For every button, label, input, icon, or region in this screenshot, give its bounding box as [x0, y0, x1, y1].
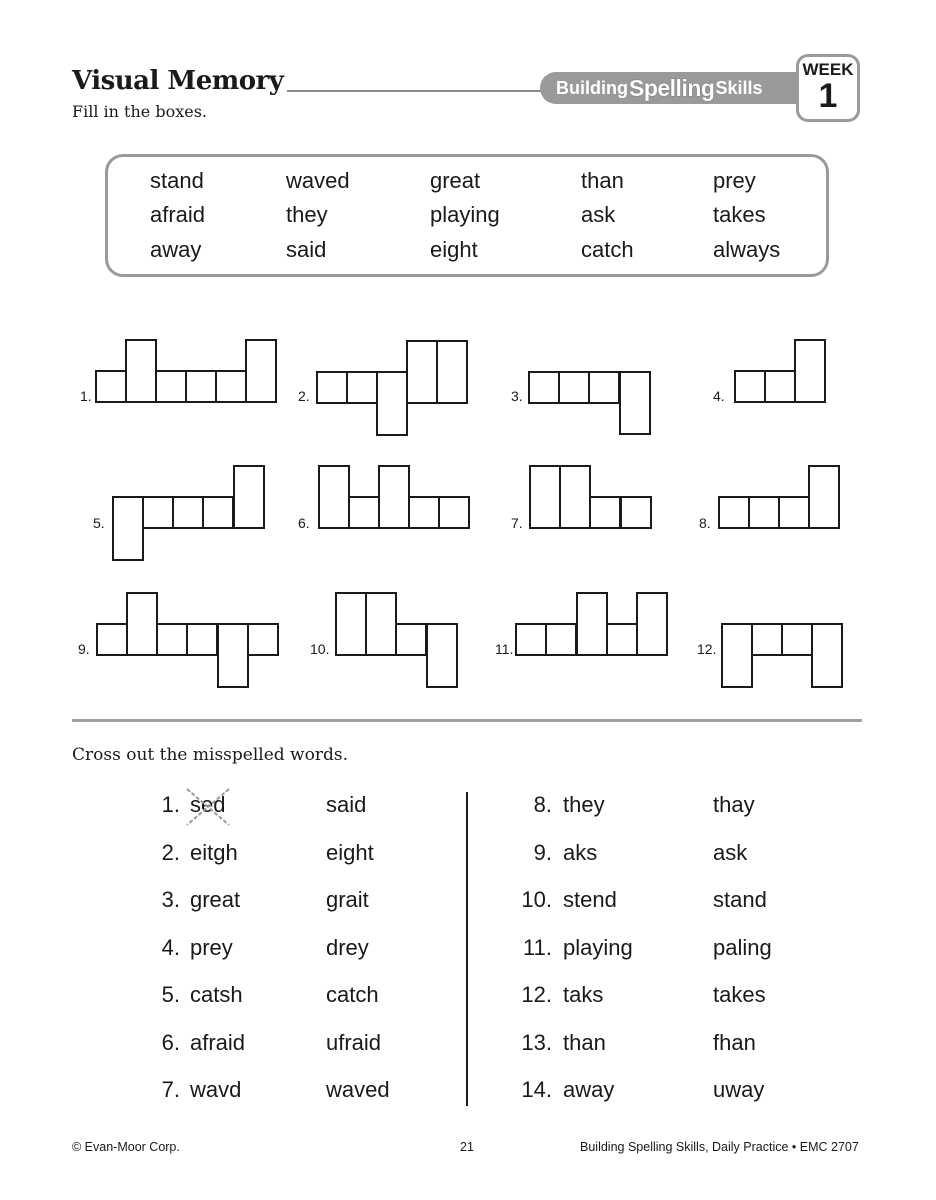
- letter-box[interactable]: [528, 371, 560, 404]
- letter-box[interactable]: [438, 496, 470, 529]
- letter-box[interactable]: [112, 496, 144, 561]
- word-choice-b[interactable]: fhan: [713, 1030, 756, 1055]
- letter-box[interactable]: [318, 465, 350, 529]
- word-choice-b[interactable]: said: [326, 792, 367, 817]
- puzzle-number: 8.: [699, 515, 711, 531]
- word-choice-b[interactable]: paling: [713, 935, 772, 960]
- word-choice-a[interactable]: afraid: [190, 1030, 246, 1055]
- letter-box[interactable]: [215, 370, 247, 403]
- letter-box[interactable]: [589, 496, 621, 529]
- item-number: 12.: [521, 982, 552, 1007]
- letter-box[interactable]: [576, 592, 608, 656]
- item-number: 2.: [161, 840, 180, 865]
- word-choice-a[interactable]: prey: [190, 935, 233, 960]
- word-choice-b[interactable]: eight: [326, 840, 374, 865]
- crossout-instruction: Cross out the misspelled words.: [72, 745, 348, 765]
- letter-box[interactable]: [636, 592, 668, 656]
- item-number: 9.: [533, 840, 552, 865]
- word-choice-a[interactable]: catsh: [190, 982, 243, 1007]
- letter-box[interactable]: [515, 623, 547, 656]
- letter-box[interactable]: [95, 370, 127, 403]
- word-choice-a[interactable]: aks: [563, 840, 598, 865]
- letter-box[interactable]: [794, 339, 826, 403]
- footer-copyright: © Evan-Moor Corp.: [72, 1140, 180, 1154]
- item-number: 1.: [161, 792, 180, 817]
- letter-box[interactable]: [781, 623, 813, 656]
- word-bank-word: eight: [430, 237, 478, 262]
- puzzle-number: 9.: [78, 641, 90, 657]
- letter-box[interactable]: [718, 496, 750, 529]
- letter-box[interactable]: [606, 623, 638, 656]
- letter-box[interactable]: [348, 496, 380, 529]
- puzzle-number: 5.: [93, 515, 105, 531]
- word-bank-word: said: [286, 237, 327, 262]
- letter-box[interactable]: [335, 592, 367, 656]
- cross-out-mark-icon: [184, 786, 232, 828]
- banner-part-spelling: Spelling: [628, 74, 715, 101]
- footer-publication: Building Spelling Skills, Daily Practice • EMC 2707: [580, 1140, 859, 1154]
- letter-box[interactable]: [778, 496, 810, 529]
- word-bank-word: always: [713, 237, 781, 262]
- puzzle-number: 10.: [310, 641, 330, 657]
- letter-box[interactable]: [588, 371, 620, 404]
- word-choice-a[interactable]: away: [563, 1077, 615, 1102]
- word-bank-word: great: [430, 168, 481, 193]
- puzzle-number: 3.: [511, 388, 523, 404]
- word-choice-a[interactable]: eitgh: [190, 840, 238, 865]
- letter-box[interactable]: [426, 623, 458, 688]
- word-bank-word: playing: [430, 202, 500, 227]
- letter-box[interactable]: [185, 370, 217, 403]
- letter-box[interactable]: [96, 623, 128, 656]
- word-bank-word: away: [150, 237, 202, 262]
- word-choice-b[interactable]: thay: [713, 792, 755, 817]
- puzzle-number: 1.: [80, 388, 92, 404]
- letter-box[interactable]: [558, 371, 590, 404]
- letter-box[interactable]: [811, 623, 843, 688]
- word-bank-word: afraid: [150, 202, 206, 227]
- item-number: 5.: [161, 982, 180, 1007]
- letter-box[interactable]: [233, 465, 265, 529]
- item-number: 4.: [161, 935, 180, 960]
- word-choice-b[interactable]: ask: [713, 840, 748, 865]
- word-choice-b[interactable]: grait: [326, 887, 369, 912]
- title-underline: [287, 90, 547, 92]
- week-badge: [796, 54, 860, 122]
- letter-box[interactable]: [202, 496, 234, 529]
- letter-box[interactable]: [559, 465, 591, 529]
- letter-box[interactable]: [620, 496, 652, 529]
- puzzle-number: 12.: [697, 641, 717, 657]
- word-choice-a[interactable]: taks: [563, 982, 604, 1007]
- item-number: 8.: [533, 792, 552, 817]
- fill-instruction: Fill in the boxes.: [72, 102, 207, 121]
- letter-box[interactable]: [378, 465, 410, 529]
- word-choice-b[interactable]: ufraid: [326, 1030, 382, 1055]
- word-bank-word: takes: [713, 202, 766, 227]
- word-choice-a[interactable]: than: [563, 1030, 606, 1055]
- puzzle-number: 7.: [511, 515, 523, 531]
- letter-box[interactable]: [376, 371, 408, 436]
- letter-box[interactable]: [156, 623, 188, 656]
- word-choice-b[interactable]: catch: [326, 982, 379, 1007]
- item-number: 7.: [161, 1077, 180, 1102]
- letter-box[interactable]: [217, 623, 249, 688]
- letter-box[interactable]: [247, 623, 279, 656]
- letter-box[interactable]: [619, 371, 651, 435]
- word-bank-word: prey: [713, 168, 756, 193]
- letter-box[interactable]: [125, 339, 157, 403]
- word-bank-word: they: [286, 202, 328, 227]
- week-label: WEEK: [802, 60, 854, 79]
- word-choice-b[interactable]: stand: [713, 887, 767, 912]
- word-bank-word: than: [581, 168, 624, 193]
- letter-box[interactable]: [748, 496, 780, 529]
- word-choice-a[interactable]: sed: [190, 792, 226, 817]
- column-divider: [466, 792, 468, 1106]
- letter-box[interactable]: [395, 623, 427, 656]
- letter-box[interactable]: [155, 370, 187, 403]
- item-number: 6.: [161, 1030, 180, 1055]
- letter-box[interactable]: [142, 496, 174, 529]
- word-choice-b[interactable]: waved: [326, 1077, 390, 1102]
- letter-box[interactable]: [245, 339, 277, 403]
- puzzle-number: 4.: [713, 388, 725, 404]
- word-choice-b[interactable]: uway: [713, 1077, 765, 1102]
- word-choice-b[interactable]: takes: [713, 982, 766, 1007]
- item-number: 10.: [521, 887, 552, 912]
- letter-box[interactable]: [529, 465, 561, 529]
- letter-box[interactable]: [365, 592, 397, 656]
- letter-box[interactable]: [545, 623, 577, 656]
- item-number: 13.: [521, 1030, 552, 1055]
- banner-part-skills: Skills: [715, 77, 763, 98]
- puzzle-number: 11.: [495, 641, 514, 657]
- section-divider: [72, 719, 862, 722]
- letter-box[interactable]: [734, 370, 766, 403]
- word-choice-a[interactable]: playing: [563, 935, 633, 960]
- letter-box[interactable]: [764, 370, 796, 403]
- word-bank-word: ask: [581, 202, 616, 227]
- letter-box[interactable]: [316, 371, 348, 404]
- item-number: 3.: [161, 887, 180, 912]
- letter-box[interactable]: [126, 592, 158, 656]
- series-banner: [540, 72, 802, 104]
- letter-box[interactable]: [721, 623, 753, 688]
- letter-box[interactable]: [172, 496, 204, 529]
- page-title: Visual Memory: [72, 66, 284, 96]
- page-number: 21: [460, 1140, 474, 1154]
- word-choice-a[interactable]: wavd: [190, 1077, 242, 1102]
- item-number: 11.: [523, 935, 552, 960]
- letter-box[interactable]: [751, 623, 783, 656]
- item-number: 14.: [521, 1077, 552, 1102]
- letter-box[interactable]: [406, 340, 438, 404]
- word-choice-a[interactable]: great: [190, 887, 241, 912]
- word-bank-word: waved: [286, 168, 350, 193]
- word-choice-a[interactable]: stend: [563, 887, 617, 912]
- letter-box[interactable]: [186, 623, 218, 656]
- letter-box[interactable]: [408, 496, 440, 529]
- word-bank-word: stand: [150, 168, 204, 193]
- letter-box[interactable]: [436, 340, 468, 404]
- word-choice-b[interactable]: drey: [326, 935, 369, 960]
- letter-box[interactable]: [808, 465, 840, 529]
- letter-box[interactable]: [346, 371, 378, 404]
- word-bank-word: catch: [581, 237, 634, 262]
- puzzle-number: 2.: [298, 388, 310, 404]
- puzzle-number: 6.: [298, 515, 310, 531]
- word-choice-a[interactable]: they: [563, 792, 605, 817]
- week-number: 1: [818, 77, 838, 115]
- banner-part-building: Building: [556, 77, 628, 98]
